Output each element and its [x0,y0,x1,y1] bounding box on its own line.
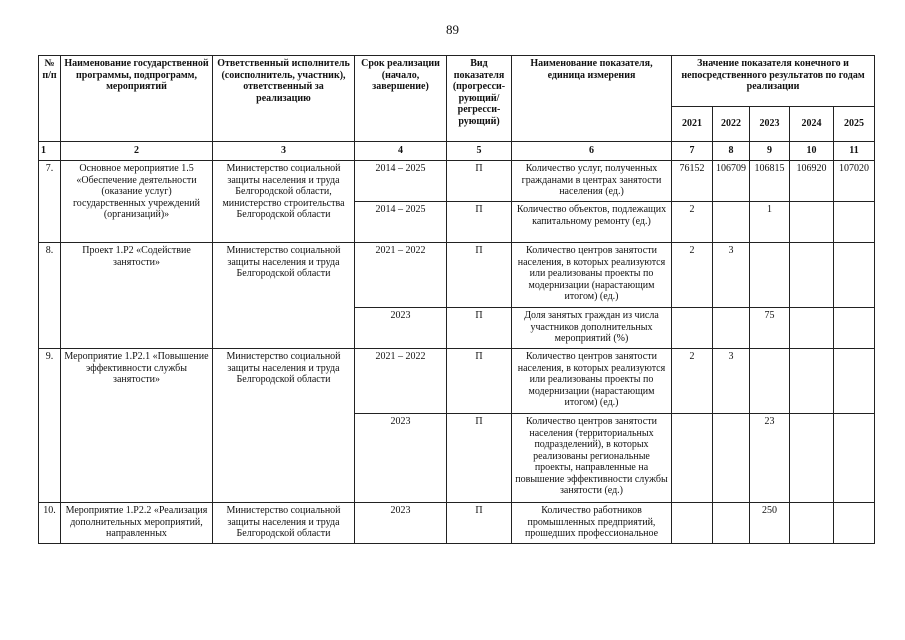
responsible-executor: Министерство социальной защиты населения и труда Белгородской области [213,503,355,544]
header-year: 2025 [834,107,875,142]
measure-name: Мероприятие 1.Р2.1 «Повышение эффективности службы занятости» [61,349,213,503]
results-table [38,55,875,544]
measure-name: Проект 1.Р2 «Содействие занятости» [61,243,213,349]
value-2021: 2 [672,349,713,414]
implementation-period: 2014 – 2025 [355,202,447,243]
implementation-period: 2021 – 2022 [355,243,447,308]
indicator-name: Количество услуг, полученных гражданами в центрах занятости населения (ед.) [512,161,672,202]
value-2024 [790,308,834,349]
implementation-period: 2014 – 2025 [355,161,447,202]
value-2022: 3 [713,243,750,308]
column-number-row [39,142,875,161]
value-2021 [672,414,713,503]
measure-name: Основное мероприятие 1.5 «Обеспечение деятельности (оказание услуг) государственных учреждений (организаций)» [61,161,213,243]
header-indicator-type: Вид показателя (прогресси-рующий/ регресси-рующий) [447,56,512,142]
value-2024 [790,349,834,414]
row-number: 9. [39,349,61,503]
value-2022 [713,503,750,544]
header-num: № п/п [39,56,61,142]
indicator-type: П [447,243,512,308]
value-2023: 250 [750,503,790,544]
header-name: Наименование государственной программы, подпрограмм, мероприятий [61,56,213,142]
indicator-type: П [447,349,512,414]
header-year: 2024 [790,107,834,142]
value-2022 [713,202,750,243]
table-row [39,243,875,308]
header-indicator-name: Наименование показателя, единица измерения [512,56,672,142]
value-2023: 75 [750,308,790,349]
value-2025 [834,243,875,308]
responsible-executor: Министерство социальной защиты населения и труда Белгородской области [213,243,355,349]
value-2021: 2 [672,243,713,308]
value-2023: 23 [750,414,790,503]
value-2024: 106920 [790,161,834,202]
value-2025: 107020 [834,161,875,202]
value-2025 [834,349,875,414]
responsible-executor: Министерство социальной защиты населения и труда Белгородской области [213,349,355,503]
indicator-name: Количество объектов, подлежащих капитальному ремонту (ед.) [512,202,672,243]
responsible-executor: Министерство социальной защиты населения и труда Белгородской области, министерство строительства Белгородской области [213,161,355,243]
indicator-name: Доля занятых граждан из числа участников дополнительных мероприятий (%) [512,308,672,349]
indicator-type: П [447,161,512,202]
value-2021: 76152 [672,161,713,202]
implementation-period: 2023 [355,414,447,503]
value-2024 [790,202,834,243]
column-number: 4 [355,142,447,161]
value-2022 [713,414,750,503]
header-responsible: Ответственный исполнитель (соисполнитель, участник), ответственный за реализацию [213,56,355,142]
value-2025 [834,308,875,349]
header-values-group: Значение показателя конечного и непосредственного результатов по годам реализации [672,56,875,107]
column-number: 10 [790,142,834,161]
indicator-name: Количество центров занятости населения, в которых реализуются или реализованы проекты по модернизации (нарастающим итогом) (ед.) [512,243,672,308]
column-number: 7 [672,142,713,161]
indicator-name: Количество центров занятости населения, в которых реализуются или реализованы проекты по модернизации (нарастающим итогом) (ед.) [512,349,672,414]
value-2023 [750,349,790,414]
value-2023: 1 [750,202,790,243]
column-number: 9 [750,142,790,161]
column-number: 6 [512,142,672,161]
table-row [39,161,875,202]
value-2022 [713,308,750,349]
value-2022: 3 [713,349,750,414]
implementation-period: 2021 – 2022 [355,349,447,414]
page-number: 89 [446,22,459,37]
column-number: 2 [61,142,213,161]
row-number: 8. [39,243,61,349]
table-row [39,349,875,414]
value-2025 [834,202,875,243]
implementation-period: 2023 [355,308,447,349]
value-2023: 106815 [750,161,790,202]
header-year: 2023 [750,107,790,142]
indicator-type: П [447,308,512,349]
column-number: 1 [39,142,61,161]
header-year: 2022 [713,107,750,142]
indicator-type: П [447,414,512,503]
column-number: 11 [834,142,875,161]
header-year: 2021 [672,107,713,142]
column-number: 5 [447,142,512,161]
indicator-type: П [447,202,512,243]
row-number: 7. [39,161,61,243]
header-period: Срок реализации (начало, завершение) [355,56,447,142]
value-2025 [834,503,875,544]
indicator-name: Количество центров занятости населения (территориальных подразделений), в которых реализованы региональные проекты, направленные на повышение эффективности службы занятости (ед.) [512,414,672,503]
value-2024 [790,503,834,544]
value-2024 [790,414,834,503]
column-number: 8 [713,142,750,161]
value-2021 [672,308,713,349]
indicator-name: Количество работников промышленных предприятий, прошедших профессиональное [512,503,672,544]
implementation-period: 2023 [355,503,447,544]
value-2022: 106709 [713,161,750,202]
indicator-type: П [447,503,512,544]
value-2024 [790,243,834,308]
value-2021 [672,503,713,544]
value-2023 [750,243,790,308]
value-2021: 2 [672,202,713,243]
column-number: 3 [213,142,355,161]
table-row [39,503,875,544]
measure-name: Мероприятие 1.Р2.2 «Реализация дополнительных мероприятий, направленных [61,503,213,544]
value-2025 [834,414,875,503]
row-number: 10. [39,503,61,544]
